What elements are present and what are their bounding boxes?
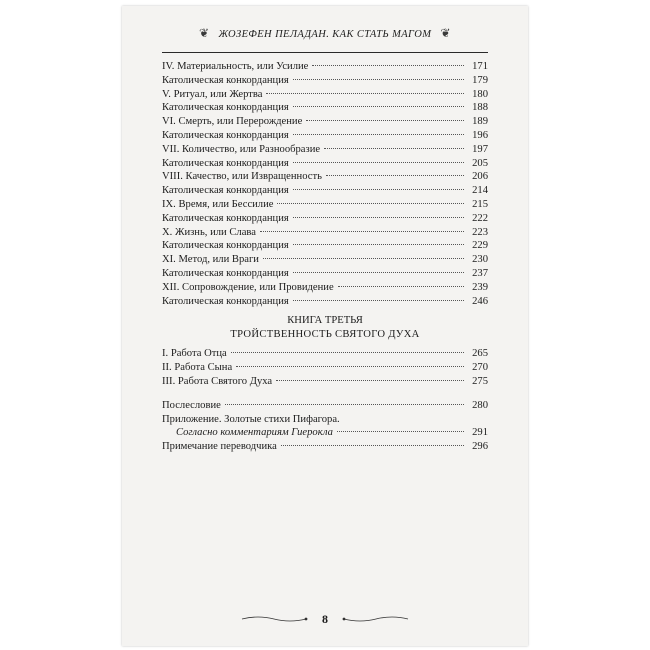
toc-entry-title: Католическая конкорданция [162,129,289,141]
toc-entry[interactable] [162,157,488,171]
toc-entry[interactable] [162,267,488,281]
toc-entry-page: 239 [472,281,488,293]
leader-dots [236,365,464,367]
toc-entry-page: 197 [472,143,488,155]
toc-entry-page: 189 [472,116,488,128]
toc-entry-page: 180 [472,88,488,100]
toc-entry-page: 265 [472,348,488,360]
right-flourish-icon [340,615,410,623]
toc-entry[interactable] [162,184,488,198]
leader-dots [293,188,464,190]
toc-section-book-three [162,347,488,388]
leader-dots [225,403,464,405]
toc-entry-page: 179 [472,74,488,86]
leader-dots [263,257,464,259]
leader-dots [266,92,464,94]
leader-dots [293,216,464,218]
leader-dots [293,133,464,135]
book-heading [162,314,488,341]
toc-entry-title: VI. Смерть, или Перерождение [162,116,303,128]
toc-entry[interactable] [162,74,488,88]
toc-entry-commentary[interactable] [162,426,488,440]
toc-entry-title: Католическая конкорданция [162,240,289,252]
toc-entry[interactable] [162,295,488,309]
book-heading-number: КНИГА ТРЕТЬЯ [287,315,363,327]
leader-dots [293,78,464,80]
toc-entry-page: 230 [472,254,488,266]
leader-dots [312,64,464,66]
toc-entry-title: III. Работа Святого Духа [162,375,273,387]
toc-entry-title: Католическая конкорданция [162,74,289,86]
toc-entry[interactable] [162,212,488,226]
toc-entry-page: 171 [472,61,488,72]
toc-entry-title: XII. Сопровождение, или Провидение [162,281,334,293]
leader-dots [337,430,464,432]
toc-entry-page: 275 [472,375,488,387]
toc-entry[interactable] [162,253,488,267]
toc-entry-title: Католическая конкорданция [162,102,289,114]
toc-entry-title: II. Работа Сына [162,362,233,374]
leader-dots [293,299,464,301]
running-header-title: ЖОЗЕФЕН ПЕЛАДАН. КАК СТАТЬ МАГОМ [218,29,432,40]
toc-entry-title: XI. Метод, или Враги [162,254,259,266]
toc-entry-title: Католическая конкорданция [162,157,289,169]
toc-entry[interactable] [162,361,488,375]
right-ornament-icon: ❦ [440,26,451,40]
leader-dots [277,202,464,204]
table-of-contents [162,60,488,454]
toc-entry[interactable] [162,129,488,143]
leader-dots [306,119,464,121]
toc-entry-title: VIII. Качество, или Извращенность [162,171,322,183]
leader-dots [293,161,464,163]
toc-section-book-two [162,60,488,308]
leader-dots [293,105,464,107]
toc-entry-page: 188 [472,102,488,114]
toc-entry-title: Католическая конкорданция [162,212,289,224]
toc-entry[interactable] [162,101,488,115]
book-page [122,6,528,646]
leader-dots [276,379,464,381]
toc-entry-title: Католическая конкорданция [162,267,289,279]
book-heading-title: ТРОЙСТВЕННОСТЬ СВЯТОГО ДУХА [230,328,420,340]
toc-entry-page: 237 [472,267,488,279]
toc-entry-page: 296 [472,441,488,453]
toc-entry-page: 291 [472,427,488,439]
toc-entry-translator-note[interactable] [162,440,488,454]
toc-entry-title: IX. Время, или Бессилие [162,198,274,210]
toc-entry-page: 229 [472,240,488,252]
toc-entry-page: 206 [472,171,488,183]
leader-dots [231,351,464,353]
toc-entry[interactable] [162,88,488,102]
toc-entry-title: Примечание переводчика [162,441,277,453]
page-footer [122,610,528,628]
leader-dots [281,444,464,446]
toc-entry-page: 270 [472,362,488,374]
toc-entry-page: 215 [472,198,488,210]
toc-entry[interactable] [162,239,488,253]
toc-entry-page: 222 [472,212,488,224]
toc-entry[interactable] [162,60,488,74]
toc-entry[interactable] [162,198,488,212]
toc-entry[interactable] [162,143,488,157]
toc-entry[interactable] [162,115,488,129]
toc-entry-page: 246 [472,295,488,307]
toc-entry-title: Приложение. Золотые стихи Пифагора. [162,413,340,425]
toc-entry-title: Согласно комментариям Гиерокла [176,427,333,439]
toc-entry[interactable] [162,375,488,389]
leader-dots [338,285,464,287]
toc-entry-page: 223 [472,226,488,238]
toc-entry-afterword[interactable] [162,399,488,413]
toc-entry-page: 196 [472,129,488,141]
leader-dots [293,271,464,273]
toc-entry-appendix[interactable] [162,413,488,427]
toc-entry-title: Послесловие [162,399,221,411]
leader-dots [260,230,464,232]
leader-dots [293,243,464,245]
toc-entry[interactable] [162,347,488,361]
running-header [122,26,528,41]
leader-spacer [344,418,486,419]
toc-entry-title: V. Ритуал, или Жертва [162,88,263,100]
toc-entry-title: Католическая конкорданция [162,185,289,197]
left-flourish-icon [240,615,310,623]
toc-entry-page: 205 [472,157,488,169]
toc-entry-title: IV. Материальность, или Усилие [162,61,309,72]
toc-entry-title: Католическая конкорданция [162,295,289,307]
toc-entry-title: VII. Количество, или Разнообразие [162,143,321,155]
toc-entry-title: X. Жизнь, или Слава [162,226,256,238]
toc-entry-title: I. Работа Отца [162,348,227,360]
toc-entry-page: 280 [472,399,488,411]
leader-dots [324,147,464,149]
toc-entry[interactable] [162,281,488,295]
page-number: 8 [322,612,328,626]
toc-entry[interactable] [162,226,488,240]
leader-dots [326,174,464,176]
toc-entry[interactable] [162,170,488,184]
left-ornament-icon: ❦ [199,26,210,40]
header-rule [162,52,488,53]
toc-entry-page: 214 [472,185,488,197]
